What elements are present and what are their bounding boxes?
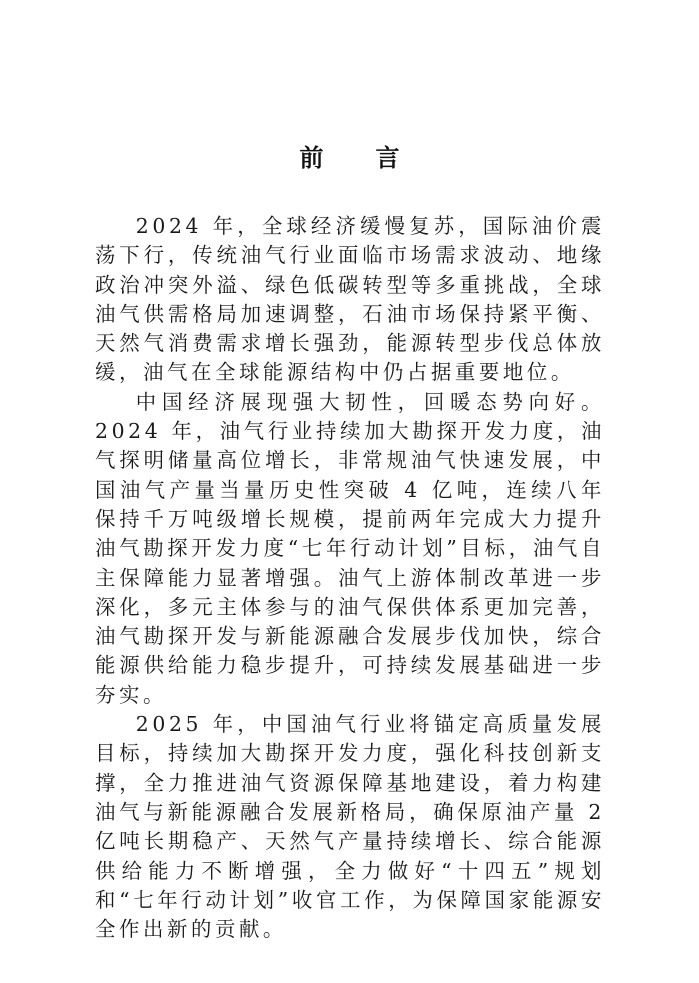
paragraph-1: 2024 年，全球经济缓慢复苏，国际油价震荡下行，传统油气行业面临市场需求波动、地缘政治冲突外溢、绿色低碳转型等多重挑战，全球油气供需格局加速调整，石油市场保持紧平衡、天然气消费需求增长强劲，能源转型步伐总体放缓，油气在全球能源结构中仍占据重要地位。 xyxy=(95,214,605,385)
paragraph-3: 2025 年，中国油气行业将锚定高质量发展目标，持续加大勘探开发力度，强化科技创新支撑，全力推进油气资源保障基地建设，着力构建油气与新能源融合发展新格局，确保原油产量 2 亿吨长期稳产、天然气产量持续增长、综合能源供给能力不断增强，全力做好“十四五”规划和“七年行动计划”收官工作，为保障国家能源安全作出新的贡献。 xyxy=(95,712,605,942)
preface-body xyxy=(95,212,605,944)
title-char-1: 前 xyxy=(299,144,324,172)
paragraph-2: 中国经济展现强大韧性，回暖态势向好。2024 年，油气行业持续加大勘探开发力度，油气探明储量高位增长，非常规油气快速发展，中国油气产量当量历史性突破 4 亿吨，连续八年保持千万吨级增长规模，提前两年完成大力提升油气勘探开发力度“七年行动计划”目标，油气自主保障能力显著增强。油气上游体制改革进一步深化，多元主体参与的油气保供体系更加完善，油气勘探开发与新能源融合发展步伐加快，综合能源供给能力稳步提升，可持续发展基础进一步夯实。 xyxy=(95,389,605,707)
page-title xyxy=(0,143,699,173)
title-char-2: 言 xyxy=(375,144,400,172)
